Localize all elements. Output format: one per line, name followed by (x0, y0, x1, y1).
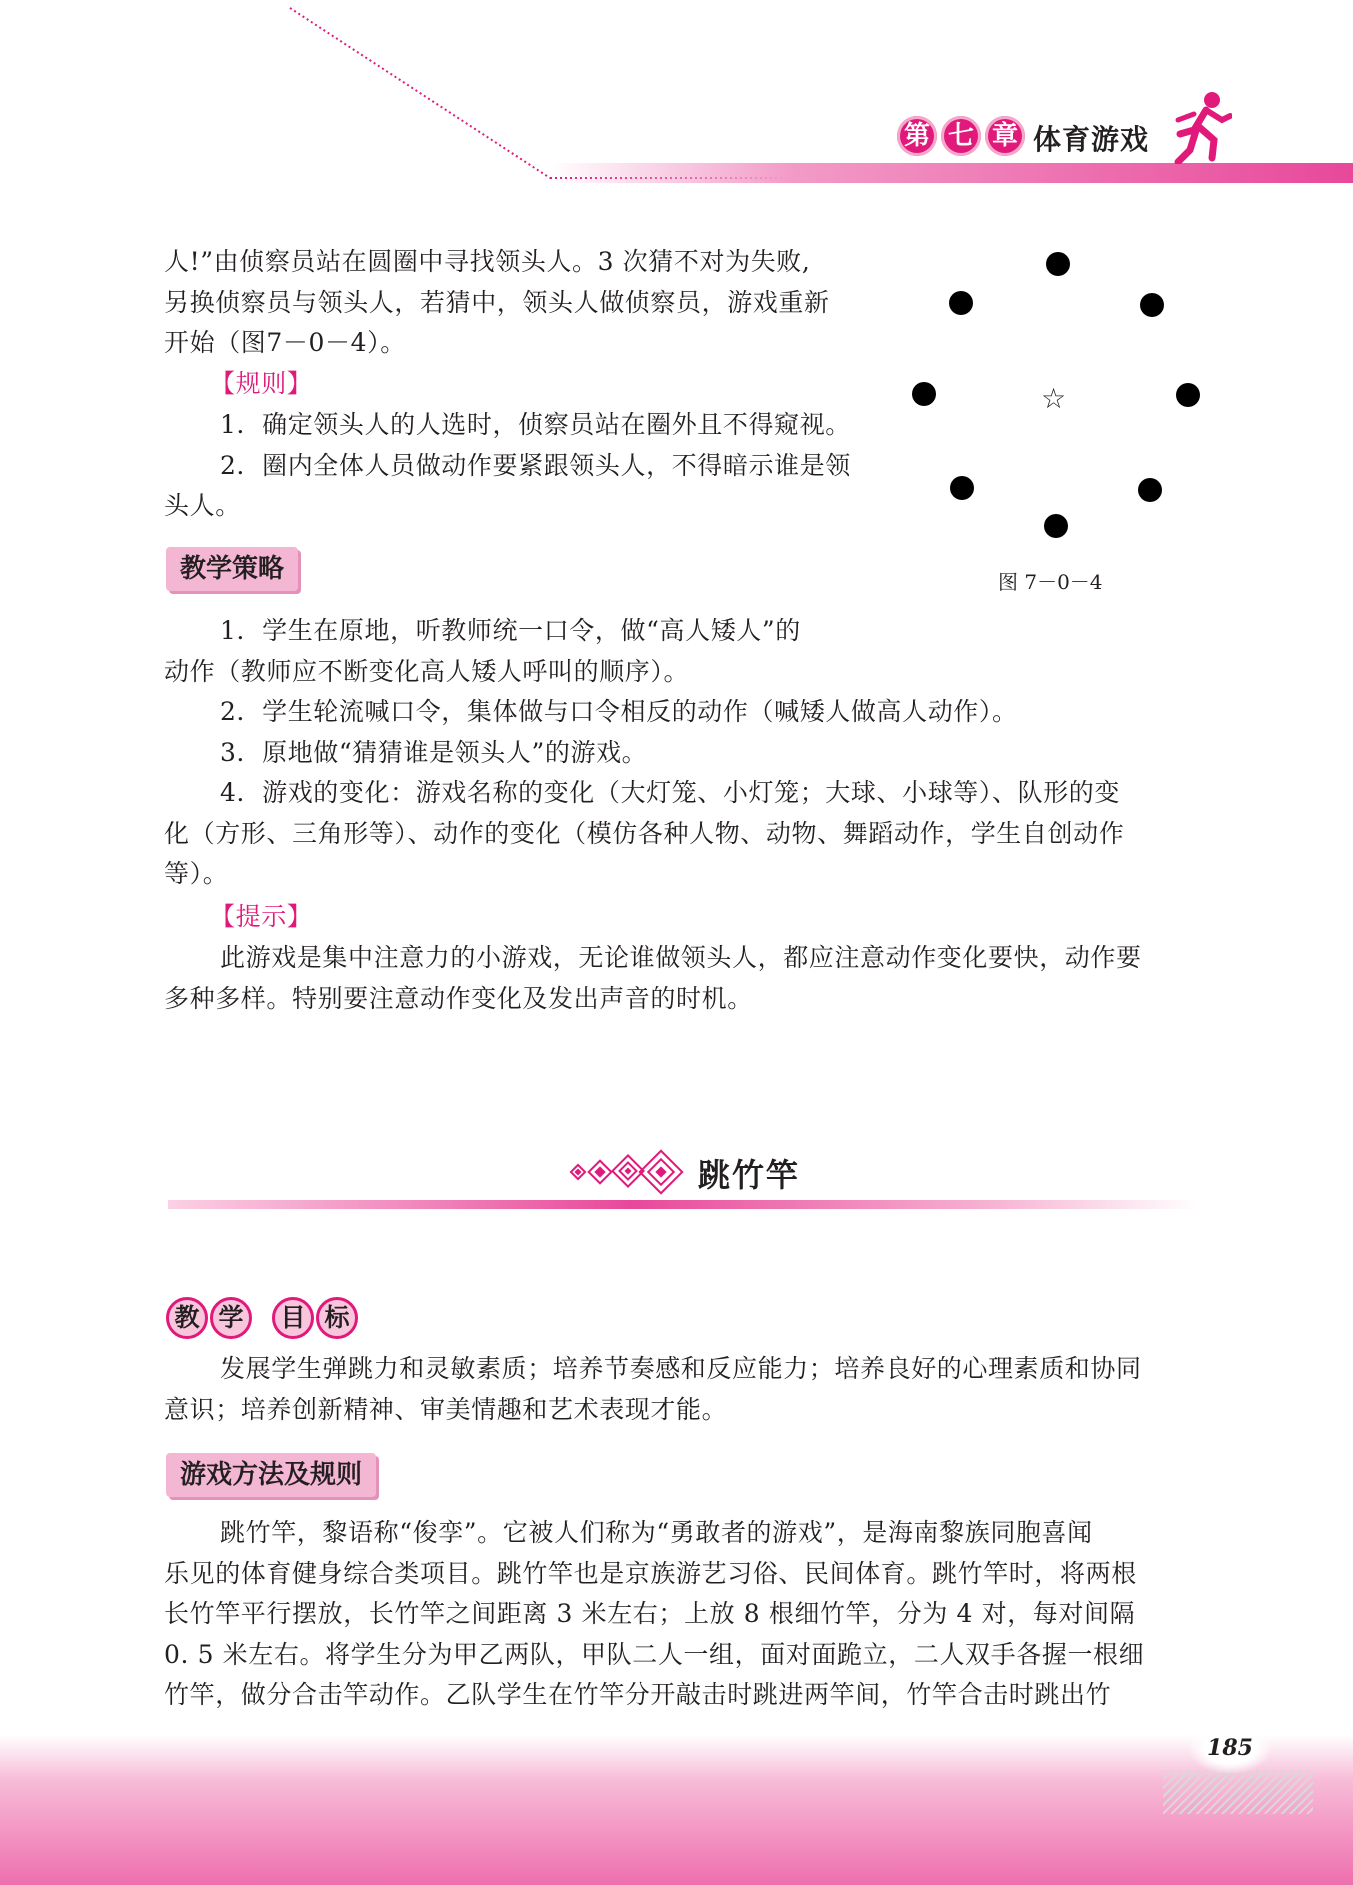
intro-line: 人!”由侦察员站在圆圈中寻找领头人。3 次猜不对为失败, (164, 247, 811, 276)
player-dot (1138, 478, 1162, 502)
player-dot (1140, 293, 1164, 317)
goals-line: 发展学生弹跳力和灵敏素质；培养节奏感和反应能力；培养良好的心理素质和协同 (220, 1354, 1142, 1383)
methods-paragraph (164, 1513, 1206, 1716)
goal-char: 标 (316, 1297, 358, 1339)
strategy-tag: 教学策略 (166, 547, 298, 591)
methods-line: 乐见的体育健身综合类项目。跳竹竿也是京族游艺习俗、民间体育。跳竹竿时，将两根 (164, 1558, 1137, 1588)
chapter-char-1: 第 (897, 116, 937, 156)
chapter-char-3: 章 (985, 116, 1025, 156)
tips-line: 此游戏是集中注意力的小游戏，无论谁做领头人，都应注意动作变化要快，动作要 (220, 943, 1142, 972)
methods-line: 竹竿，做分合击竿动作。乙队学生在竹竿分开敲击时跳进两竿间，竹竿合击时跳出竹 (164, 1680, 1112, 1709)
strategy-line: 4．游戏的变化：游戏名称的变化（大灯笼、小灯笼；大球、小球等）、队形的变 (220, 778, 1121, 807)
rules-list (164, 405, 904, 527)
strategy-line: 1．学生在原地，听教师统一口令，做“高人矮人”的 (220, 616, 801, 645)
rule-item: 2．圈内全体人员做动作要紧跟领头人，不得暗示谁是领 (220, 450, 851, 480)
chapter-char-2: 七 (941, 116, 981, 156)
strategy-line: 化（方形、三角形等）、动作的变化（模仿各种人物、动物、舞蹈动作，学生自创动作 (164, 818, 1125, 848)
running-person-icon (1170, 90, 1232, 164)
intro-line: 另换侦察员与领头人，若猜中，领头人做侦察员，游戏重新 (164, 287, 830, 317)
leader-star-icon: ☆ (1041, 382, 1067, 415)
section-title: 跳竹竿 (698, 1156, 801, 1194)
goals-paragraph (164, 1349, 1206, 1430)
methods-tag: 游戏方法及规则 (166, 1453, 376, 1497)
footer-stripes (1163, 1770, 1313, 1814)
rules-label: 【规则】 (210, 369, 313, 398)
goals-line: 意识；培养创新精神、审美情趣和艺术表现才能。 (164, 1394, 728, 1424)
header-decoration (0, 0, 1353, 190)
player-dot (1046, 252, 1070, 276)
methods-line: 跳竹竿，黎语称“俊孪”。它被人们称为“勇敢者的游戏”，是海南黎族同胞喜闻 (220, 1518, 1093, 1547)
rule-item: 1．确定领头人的人选时，侦察员站在圈外且不得窥视。 (220, 410, 851, 439)
goal-char: 教 (166, 1297, 208, 1339)
player-dot (950, 476, 974, 500)
rule-item: 头人。 (164, 491, 241, 520)
intro-line: 开始（图7－0－4）。 (164, 328, 406, 357)
tips-paragraph (164, 938, 1206, 1019)
strategy-list (164, 611, 1206, 895)
section-divider (168, 1200, 1198, 1209)
player-dot (1176, 383, 1200, 407)
strategy-line: 动作（教师应不断变化高人矮人呼叫的顺序）。 (164, 656, 690, 686)
diamond-ornament-icon (566, 1148, 692, 1196)
player-dot (912, 382, 936, 406)
tips-label: 【提示】 (210, 902, 313, 931)
tips-line: 多种多样。特别要注意动作变化及发出声音的时机。 (164, 983, 753, 1013)
methods-line: 长竹竿平行摆放，长竹竿之间距离 3 米左右；上放 8 根细竹竿，分为 4 对，每对间隔 (164, 1599, 1136, 1628)
player-dot (1044, 514, 1068, 538)
player-dot (949, 291, 973, 315)
goal-char: 学 (210, 1297, 252, 1339)
page-number: 185 (1190, 1723, 1270, 1773)
header-band (550, 163, 1353, 183)
strategy-line: 3．原地做“猜猜谁是领头人”的游戏。 (220, 737, 648, 767)
strategy-line: 等）。 (164, 859, 229, 888)
methods-line: 0. 5 米左右。将学生分为甲乙两队，甲队二人一组，面对面跪立，二人双手各握一根细 (164, 1639, 1145, 1669)
goal-char: 目 (272, 1297, 314, 1339)
strategy-line: 2．学生轮流喊口令，集体做与口令相反的动作（喊矮人做高人动作）。 (220, 697, 1018, 726)
figure-caption: 图 7－0－4 (998, 570, 1103, 594)
intro-paragraph (164, 242, 899, 364)
footer-band (0, 1735, 1353, 1885)
chapter-title: 体育游戏 (1033, 123, 1150, 156)
